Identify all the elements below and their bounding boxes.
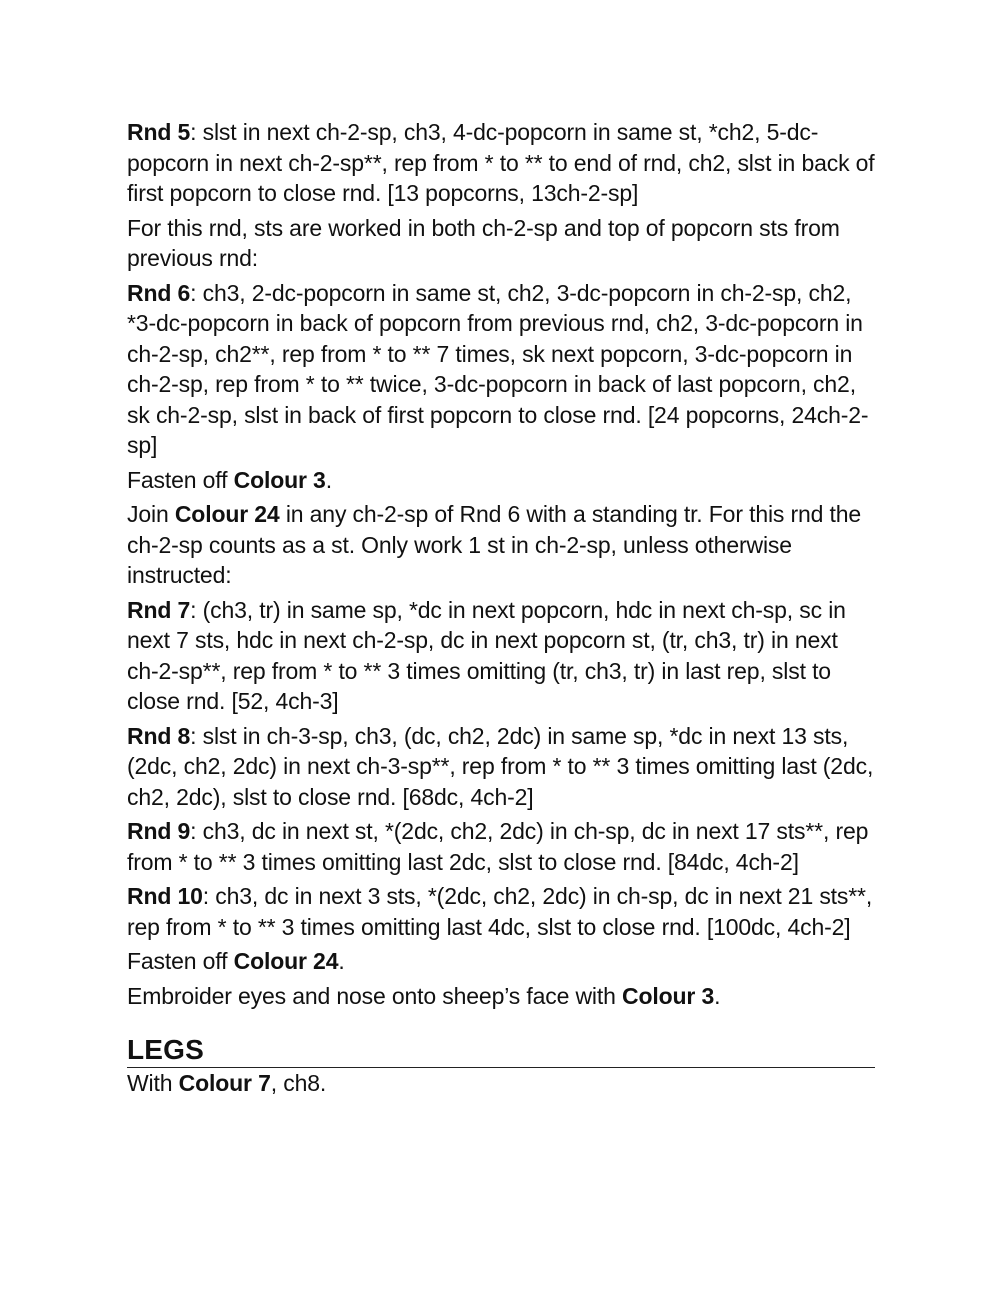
paragraph-rnd10	[127, 881, 875, 942]
paragraph-fasten-colour24	[127, 946, 875, 977]
paragraph-text: : slst in next ch-2-sp, ch3, 4-dc-popcorn in same st, *ch2, 5-dc-popcorn in next ch-2-sp**, rep from * to ** to end of rnd, ch2, slst in back of first popcorn to close rnd. [13 popcorns, 13ch-2-sp]	[127, 119, 875, 206]
paragraph-text: Fasten off	[127, 948, 234, 974]
paragraph-rnd7	[127, 595, 875, 717]
paragraph-text: .	[714, 982, 721, 1009]
bold-term: Colour 24	[174, 501, 280, 527]
bold-term: Rnd 5	[127, 119, 191, 145]
paragraph-text: .	[338, 948, 345, 974]
document-page	[127, 117, 875, 1103]
paragraph-text: : (ch3, tr) in same sp, *dc in next popcorn, hdc in next ch-sp, sc in next 7 sts, hdc in next ch-2-sp, dc in next popcorn st, (tr, ch3, tr) in next ch-2-sp**, rep from * to ** 3 times omitting (tr, ch3, tr) in last rep, slst to close rnd. [52, 4ch-3]	[127, 596, 846, 714]
paragraph-text: For this rnd, sts are worked in both ch-2-sp and top of popcorn sts from previous rnd:	[127, 214, 840, 271]
paragraph-note-rnd6	[127, 213, 875, 274]
bold-term: Colour 24	[233, 948, 339, 974]
paragraph-fasten-colour3	[127, 465, 875, 496]
bold-term: Rnd 8	[127, 722, 191, 749]
section-heading-legs: LEGS	[127, 1033, 875, 1068]
bold-term: Rnd 9	[127, 818, 191, 844]
paragraph-rnd5	[127, 117, 875, 209]
instructions-body	[127, 117, 875, 1011]
paragraph-text: : ch3, 2-dc-popcorn in same st, ch2, 3-dc-popcorn in ch-2-sp, ch2, *3-dc-popcorn in back of popcorn from previous rnd, ch2, 3-dc-popcorn in ch-2-sp, ch2**, rep from * to ** 7 times, sk next popcorn, 3-dc-popcorn in ch-2-sp, rep from * to ** twice, 3-dc-popcorn in back of last popcorn, ch2, sk ch-2-sp, slst in back of first popcorn to close rnd. [24 popcorns, 24ch-2-sp]	[127, 279, 869, 458]
paragraph-rnd9	[127, 816, 875, 877]
paragraph-text: : ch3, dc in next 3 sts, *(2dc, ch2, 2dc) in ch-sp, dc in next 21 sts**, rep from * to ** 3 times omitting last 4dc, slst to close rnd. [100dc, 4ch-2]	[127, 883, 873, 940]
paragraph-text: With	[127, 1070, 179, 1096]
paragraph-rnd8	[127, 721, 875, 813]
paragraph-text: Join	[127, 501, 175, 527]
paragraph-text: : ch3, dc in next st, *(2dc, ch2, 2dc) in ch-sp, dc in next 17 sts**, rep from * to ** 3 times omitting last 2dc, slst to close rnd. [84dc, 4ch-2]	[127, 818, 869, 875]
bold-term: Rnd 10	[127, 883, 203, 909]
paragraph-text: , ch8.	[270, 1070, 327, 1096]
paragraph-embroider	[127, 981, 875, 1012]
paragraph-text: : slst in ch-3-sp, ch3, (dc, ch2, 2dc) in same sp, *dc in next 13 sts, (2dc, ch2, 2dc) in next ch-3-sp**, rep from * to ** 3 times omitting last (2dc, ch2, 2dc), slst to close rnd. [68dc, 4ch-2]	[127, 722, 874, 810]
bold-term: Colour 7	[178, 1070, 271, 1096]
paragraph-text: Fasten off	[127, 466, 234, 493]
bold-term: Rnd 6	[127, 279, 191, 306]
paragraph-legs-start	[127, 1068, 875, 1099]
paragraph-rnd6	[127, 278, 875, 461]
legs-section-body	[127, 1068, 875, 1099]
paragraph-text: Embroider eyes and nose onto sheep’s face with	[127, 982, 622, 1009]
paragraph-text: in any ch-2-sp of Rnd 6 with a standing tr. For this rnd the ch-2-sp counts as a st. Only work 1 st in ch-2-sp, unless otherwise instructed:	[127, 501, 862, 588]
bold-term: Rnd 7	[127, 596, 191, 623]
bold-term: Colour 3	[622, 982, 715, 1009]
paragraph-text: .	[325, 466, 332, 493]
paragraph-join-colour24	[127, 499, 875, 591]
bold-term: Colour 3	[233, 466, 326, 493]
